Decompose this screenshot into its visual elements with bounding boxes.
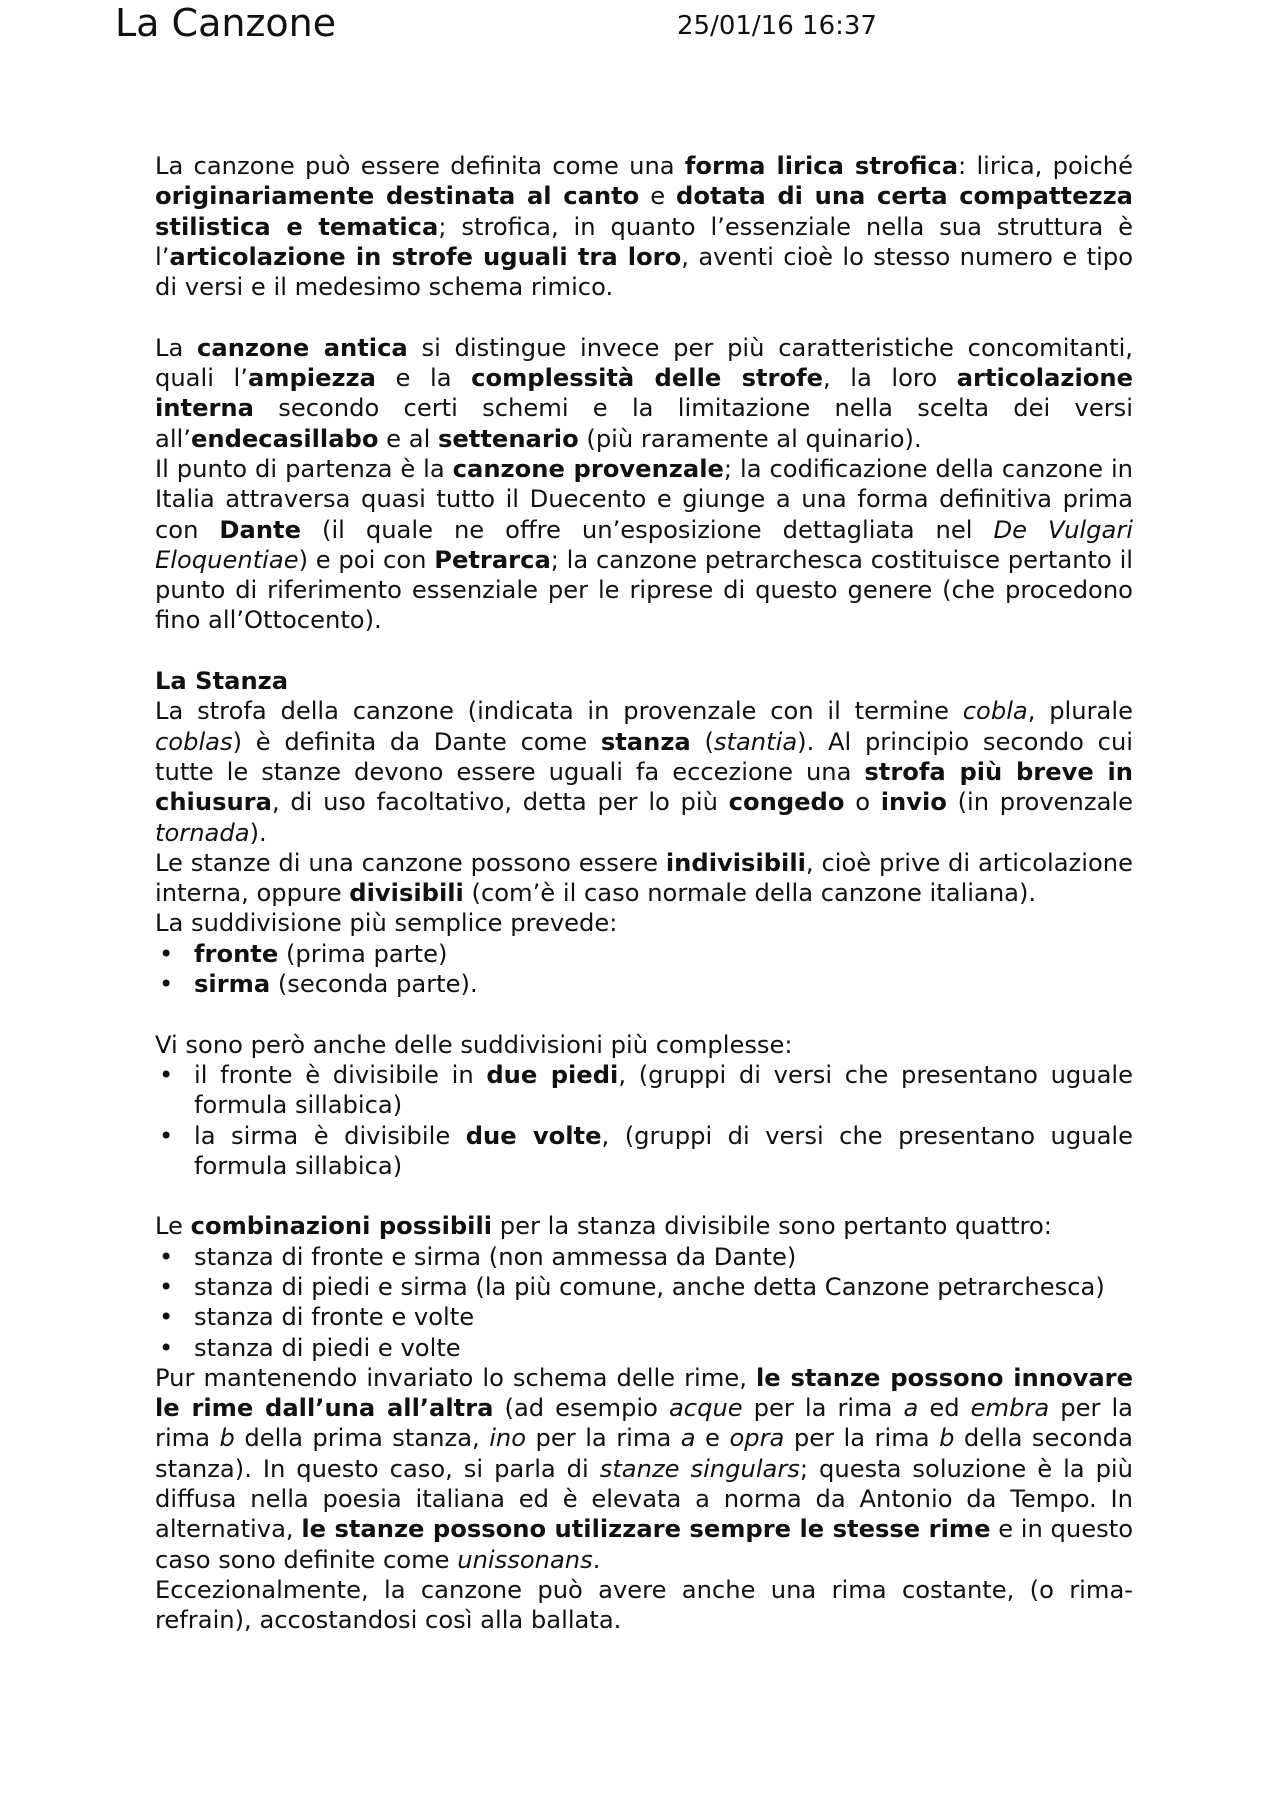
spacer	[155, 636, 1133, 666]
spacer	[155, 999, 1133, 1029]
list-item: • il fronte è divisibile in due piedi, (gruppi di versi che presentano uguale formula sillabica)	[155, 1060, 1133, 1121]
paragraph-complex-intro: Vi sono però anche delle suddivisioni più complesse:	[155, 1030, 793, 1059]
list-item: • stanza di piedi e sirma (la più comune, anche detta Canzone petrarchesca)	[155, 1272, 1133, 1302]
list-complex-division	[155, 1060, 1133, 1181]
spacer	[155, 1181, 1133, 1211]
list-item: • la sirma è divisibile due volte, (gruppi di versi che presentano uguale formula sillabica)	[155, 1121, 1133, 1182]
document-title: La Canzone	[115, 1, 337, 45]
document-datetime: 25/01/16 16:37	[677, 11, 877, 41]
page-header	[115, 0, 1165, 50]
list-item: • stanza di fronte e volte	[155, 1302, 1133, 1332]
list-item: • fronte (prima parte)	[155, 939, 1133, 969]
list-simple-division	[155, 939, 1133, 1000]
paragraph-canzone-antica: La canzone antica si distingue invece per più caratteristiche concomitanti, quali l’ampiezza e la complessità delle strofe, la loro articolazione interna secondo certi schemi e la limitazione nella scelta dei versi all’endecasillabo e al settenario (più raramente al quinario).	[155, 333, 1133, 453]
paragraph-strofa: La strofa della canzone (indicata in provenzale con il termine cobla, plurale coblas) è definita da Dante come stanza (stantia). Al principio secondo cui tutte le stanze devono essere uguali fa eccezione una strofa più breve in chiusura, di uso facoltativo, detta per lo più congedo o invio (in provenzale tornada).	[155, 697, 1134, 847]
paragraph-rima-costante: Eccezionalmente, la canzone può avere anche una rima costante, (o rima-refrain), accostandosi così alla ballata.	[155, 1575, 1133, 1635]
section-heading-stanza: La Stanza	[155, 667, 289, 696]
list-item: • stanza di fronte e sirma (non ammessa da Dante)	[155, 1242, 1133, 1272]
spacer	[155, 302, 1133, 332]
list-combinations	[155, 1242, 1133, 1363]
paragraph-origins: Il punto di partenza è la canzone provenzale; la codificazione della canzone in Italia attraversa quasi tutto il Duecento e giunge a una forma definitiva prima con Dante (il quale ne offre un’esposizione dettagliata nel De Vulgari Eloquentiae) e poi con Petrarca; la canzone petrarchesca costituisce pertanto il punto di riferimento essenziale per le riprese di questo genere (che procedono fino all’Ottocento).	[155, 454, 1134, 635]
document-body	[155, 151, 1133, 1636]
list-item: • stanza di piedi e volte	[155, 1333, 1133, 1363]
paragraph-combinazioni: Le combinazioni possibili per la stanza divisibile sono pertanto quattro:	[155, 1212, 1052, 1241]
list-item: • sirma (seconda parte).	[155, 969, 1133, 999]
paragraph-rime: Pur mantenendo invariato lo schema delle rime, le stanze possono innovare le rime dall’una all’altra (ad esempio acque per la rima a ed embra per la rima b della prima stanza, ino per la rima a e opra per la rima b della seconda stanza). In questo caso, si parla di stanze singulars; questa soluzione è la più diffusa nella poesia italiana ed è elevata a norma da Antonio da Tempo. In alternativa, le stanze possono utilizzare sempre le stesse rime e in questo caso sono definite come unissonans.	[155, 1363, 1134, 1574]
paragraph-suddivisione: La suddivisione più semplice prevede:	[155, 909, 618, 938]
paragraph-definition: La canzone può essere definita come una forma lirica strofica: lirica, poiché originariamente destinata al canto e dotata di una certa compattezza stilistica e tematica; strofica, in quanto l’essenziale nella sua struttura è l’articolazione in strofe uguali tra loro, aventi cioè lo stesso numero e tipo di versi e il medesimo schema rimico.	[155, 152, 1134, 302]
paragraph-divisibili: Le stanze di una canzone possono essere indivisibili, cioè prive di articolazione interna, oppure divisibili (com’è il caso normale della canzone italiana).	[155, 848, 1133, 908]
